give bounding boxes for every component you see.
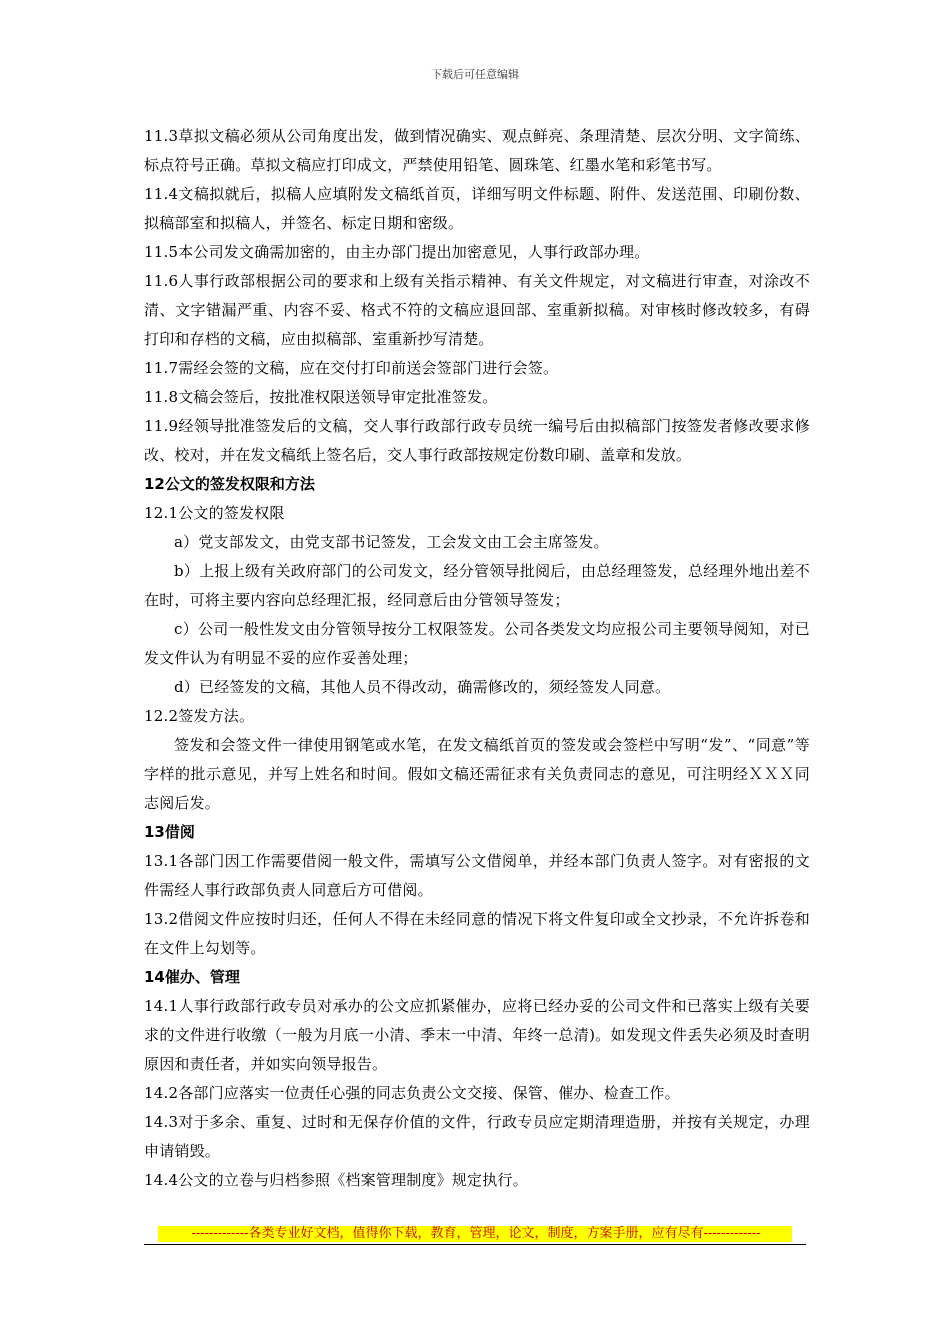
paragraph: 11.9经领导批准签发后的文稿，交人事行政部行政专员统一编号后由拟稿部门按签发者修改要求修改、校对，并在发文稿纸上签名后，交人事行政部按规定份数印刷、盖章和发放。: [144, 417, 810, 464]
paragraph: 11.7需经会签的文稿，应在交付打印前送会签部门进行会签。: [144, 359, 559, 377]
paragraph: 11.4文稿拟就后，拟稿人应填附发文稿纸首页，详细写明文件标题、附件、发送范围、印刷份数、拟稿部室和拟稿人，并签名、标定日期和密级。: [144, 185, 810, 232]
section-heading: 12公文的签发权限和方法: [144, 475, 315, 493]
list-item: 签发和会签文件一律使用钢笔或水笔，在发文稿纸首页的签发或会签栏中写明“发”、“同意”等字样的批示意见，并写上姓名和时间。假如文稿还需征求有关负责同志的意见，可注明经ＸＸＸ同志阅后发。: [144, 736, 810, 812]
paragraph: 14.2各部门应落实一位责任心强的同志负责公文交接、保管、催办、检查工作。: [144, 1084, 680, 1102]
section-heading: 14催办、管理: [144, 968, 240, 986]
paragraph: 12.2签发方法。: [144, 707, 255, 725]
paragraph: 11.3草拟文稿必须从公司角度出发，做到情况确实、观点鲜亮、条理清楚、层次分明、文字简练、标点符号正确。草拟文稿应打印成文，严禁使用铅笔、圆珠笔、红墨水笔和彩笔书写。: [144, 127, 810, 174]
paragraph: 11.6人事行政部根据公司的要求和上级有关指示精神、有关文件规定，对文稿进行审查，对涂改不清、文字错漏严重、内容不妥、格式不符的文稿应退回部、室重新拟稿。对审核时修改较多，有碍打印和存档的文稿，应由拟稿部、室重新抄写清楚。: [144, 272, 810, 348]
paragraph: 11.5本公司发文确需加密的，由主办部门提出加密意见，人事行政部办理。: [144, 243, 650, 261]
paragraph: 12.1公文的签发权限: [144, 504, 285, 522]
document-body: [144, 122, 810, 1195]
paragraph: 14.1人事行政部行政专员对承办的公文应抓紧催办，应将已经办妥的公司文件和已落实上级有关要求的文件进行收缴（一般为月底一小清、季末一中清、年终一总清)。如发现文件丢失必须及时查明原因和责任者，并如实向领导报告。: [144, 997, 810, 1073]
paragraph: 14.4公文的立卷与归档参照《档案管理制度》规定执行。: [144, 1171, 528, 1189]
footer-banner: -------------各类专业好文档，值得你下载，教育，管理，论文，制度，方案手册，应有尽有-------------: [191, 1226, 761, 1241]
list-item: b）上报上级有关政府部门的公司发文，经分管领导批阅后，由总经理签发，总经理外地出差不在时，可将主要内容向总经理汇报，经同意后由分管领导签发；: [144, 562, 810, 609]
section-heading: 13借阅: [144, 823, 195, 841]
list-item: c）公司一般性发文由分管领导按分工权限签发。公司各类发文均应报公司主要领导阅知，对已发文件认为有明显不妥的应作妥善处理；: [144, 620, 810, 667]
list-item: d）已经签发的文稿，其他人员不得改动，确需修改的，须经签发人同意。: [174, 678, 671, 696]
footer-rule: [144, 1244, 806, 1245]
paragraph: 11.8文稿会签后，按批准权限送领导审定批准签发。: [144, 388, 498, 406]
list-item: a）党支部发文，由党支部书记签发，工会发文由工会主席签发。: [174, 533, 609, 551]
paragraph: 13.1各部门因工作需要借阅一般文件，需填写公文借阅单，并经本部门负责人签字。对有密报的文件需经人事行政部负责人同意后方可借阅。: [144, 852, 810, 899]
paragraph: 13.2借阅文件应按时归还，任何人不得在未经同意的情况下将文件复印或全文抄录，不允许拆卷和在文件上勾划等。: [144, 910, 810, 957]
page-header: 下载后可任意编辑: [431, 68, 519, 81]
paragraph: 14.3对于多余、重复、过时和无保存价值的文件，行政专员应定期清理造册，并按有关规定，办理申请销毁。: [144, 1113, 810, 1160]
